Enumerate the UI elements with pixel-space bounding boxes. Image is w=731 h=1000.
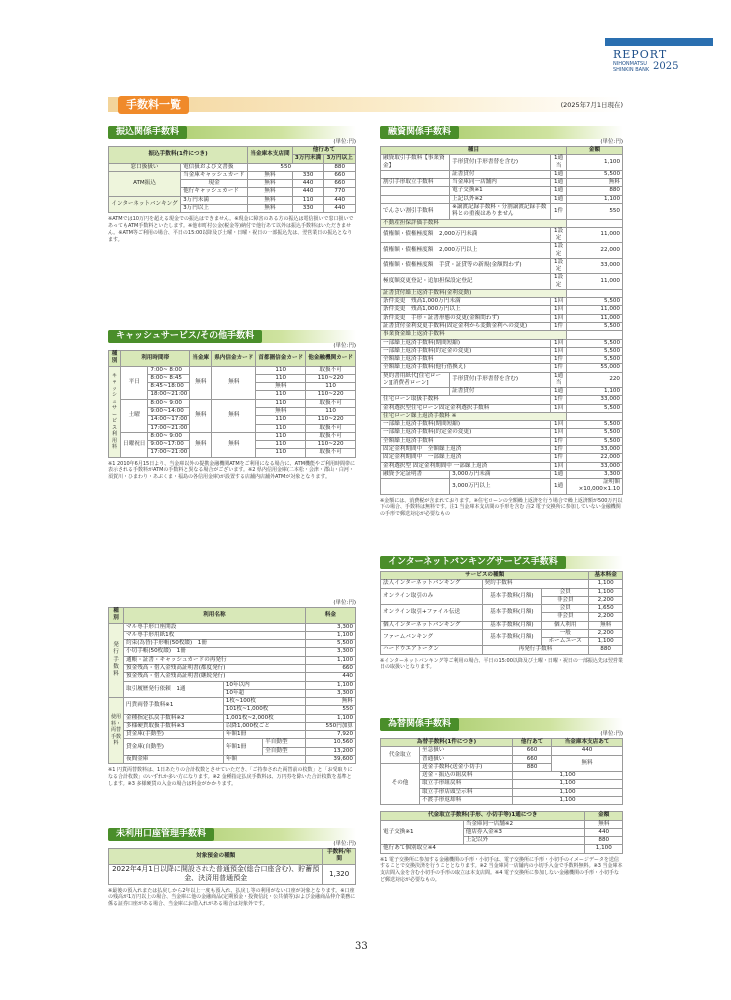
cash-title: キャッシュサービス/その他手数料 [108,330,262,343]
cash-section: キャッシュサービス/その他手数料 (単位:円) 種別 利用時間帯 当金庫 県内信金カード 首都圏信金カード 他金融機関カード キャッシュサービス利用料 平日 7:00~ 8:00 無料 無料 110 取扱不可 8:00~ 8:45 110 110~220 8:45~18:00 無料 110 18:00~21:00 110 110~220 土曜 8:00~ 9:00 無料 無料 110 取扱不可 9:00~14:00 無料 110 14:00~17:00 110 110~220 17:00~21:00 110 取扱不可 日曜祝日 8:00~ 9:00 無料 無料 110 取扱不可 9:00~17:00 110 110~220 17:00~21:00 110 取扱不可 ※1 2010年6月15日より、当金庫以外の提携金融機関ATMをご利用になる場合に、ATM機能やご利用時間帯に表示される手数料がATMの手数料と異なる場合がございます。※2 県内信用金庫(二本松・会津・郡山・白河・須賀川・ひまわり・あぶくま・福島の各信用金庫)が設置する店舗内店舗外ATMが対象となります。 [108,331,356,481]
furikomi-table: 振込手数料(1件につき) 当金庫本支店間 他行あて 3万円未満 3万円以上 窓口扱扱い 電信扱および文書扱 550 880 ATM振込 当金庫キャッシュカード 無料 330 660 現金 無料 440 660 他行キャッシュカード 無料 440 770 インターネットバンキング 3万円未満 無料 110 440 3万円以上 無料 330 440 [108,146,356,213]
inet-section [380,556,623,671]
kawase-section: 為替関係手数料 (単位:円) 為替手数料(1件につき) 他行あて 当金庫本支店あて 代金取立 至急扱い 660 440 普通扱い 660 無料 その他 送金手数料(送金小切手) 880 送金・振込の組戻料 1,100 取立手形組戻料 1,100 取立手形店頭呈示料 1,100 不渡手形返却料 1,100 代金取立手数料(手形、小切手等)1通につき 金額 電子交換※1 当金庫同一店舗※2 無料 他店券入金※3 440 上記以外 880 他行あて個別取立※4 1,100 ※1 電子交換所に参加する金融機関の手形・小切手は、電子交換所に手形・小切手のイメージデータを送信することで交換決済を行うこととなります。※2 当金庫同一店舗内の小切手入金で手数料無料。※3 当金庫本支店間入金を含む小切手の手形の取立は本支店間。※4 電子交換所に参加しない金融機関の手形・小切手など郵送対応が必要なもの。 [380,719,623,883]
cash-notes: ※1 2010年6月15日より、当金庫以外の提携金融機関ATMをご利用になる場合に、ATM機能やご利用時間帯に表示される手数料がATMの手数料と異なる場合がございます。※2 県内信用金庫(二本松・会津・郡山・白河・須賀川・ひまわり・あぶくま・福島の各信用金庫)が設置する店舗内店舗外ATMが対象となります。 [108,460,356,481]
kawase-title: 為替関係手数料 [380,718,459,731]
report-word: REPORT [613,48,668,61]
table-row: 住宅ローン取扱手数料 1件 33,000 [381,396,623,404]
table-row: 融資予定証明書 3,000万円未満 1通 3,300 [381,470,623,478]
report-badge [605,38,713,74]
bank-name: NIHONMATSU SHINKIN BANK [613,61,650,73]
table-row: 一部繰上返済手数料(期間短縮) 1回 5,500 [381,339,623,347]
table-row: 全額繰上返済手数料 1件 5,500 [381,356,623,364]
table-row: 金利選択型 固定金利期間中 一部繰上返済 1回 33,000 [381,462,623,470]
table-row: 電子交換※1 1通 880 [381,187,623,195]
daikin-table: 代金取立手数料(手形、小切手等)1通につき 金額 電子交換※1 当金庫同一店舗※2 無料 他店券入金※3 440 上記以外 880 他行あて個別取立※4 1,100 [380,811,623,853]
yuushi-section: 融資関係手数料 (単位:円) 種目 金額 融資取引手数料【事業資金】 手形貸付(手形書替を含む) 1通当 1,100 証書貸付 1通 5,500 割引手形取立手数料 当金庫同一店舗内 1通 無料 電子交換※1 1通 880 上記以外※2 1通 1,100 でんさい割引手数料 ※譲渡記録手数料・分割譲渡記録手数料との重複はありません 1件 550 不動産担保評価手数料 債権額・債権極度額 2,000万円未満 1設定 11,000 債権額・債権極度額 2,000万円以上 1設定 22,000 債権額・債権極度額 手貸・証貸等の新規(金額問わず) 1設定 33,000 極度額変更登記・追加担保設定登記 1設定 11,000 証書貸付繰上返済手数料(金利変動) 条件変更 残高1,000万円未満 1回 5,500 条件変更 残高1,000万円以上 1回 11,000 条件変更 手形・証書形態の変更(金額問わず) 1回 11,000 証書貸付金利変更手数料(固定金利から変動金利への変更) 1件 5,500 事業資金繰上返済手数料 一部繰上返済手数料(期間短縮) 1回 5,500 一部繰上返済手数料(約定金の変更) 1回 5,500 全額繰上返済手数料 1件 5,500 全額繰上返済手数料(他行借換え) 1件 55,000 契約書用紙代[住宅ローン][消費者ローン] 手形貸付(手形書替を含む) 1通当 220 証書貸付 1通 1,100 住宅ローン取扱手数料 1件 33,000 金利選択型住宅ローン固定金利選択手数料 1回 5,500 住宅ローン繰上返済手数料 ※ 一部繰上返済手数料(期間短縮) 1回 5,500 一部繰上返済手数料(約定金の変更) 1回 5,500 全額繰上返済手数料 1件 5,500 固定金利期間中 全額繰上返済 1件 33,000 固定金利期間中 一部繰上返済 1件 22,000 金利選択型 固定金利期間中 一部繰上返済 1回 33,000 融資予定証明書 3,000万円未満 1通 3,300 3,000万円以上 1通 証明額×10,000×1.10 ※金額には、消費税が含まれております。※住宅ローンの全額繰上返済を行う場合で繰上返済額が500万円以下の場合、手数料は無料です。注1 当金庫本支店間の手形を含む 注2 電子交換所に参加していない金融機関の手形で郵送対応が必要なもの [380,127,623,518]
cash-table: 種別 利用時間帯 当金庫 県内信金カード 首都圏信金カード 他金融機関カード キャッシュサービス利用料 平日 7:00~ 8:00 無料 無料 110 取扱不可 8:00~ 8:45 110 110~220 8:45~18:00 無料 110 18:00~21:00 110 110~220 土曜 8:00~ 9:00 無料 無料 110 取扱不可 9:00~14:00 無料 110 14:00~17:00 110 110~220 17:00~21:00 110 取扱不可 日曜祝日 8:00~ 9:00 無料 無料 110 取扱不可 9:00~17:00 110 110~220 17:00~21:00 110 取扱不可 [108,350,356,457]
yuushi-table: 種目 金額 融資取引手数料【事業資金】 手形貸付(手形書替を含む) 1通当 1,100 証書貸付 1通 5,500 割引手形取立手数料 当金庫同一店舗内 1通 無料 電子交換※1 1通 880 上記以外※2 1通 1,100 でんさい割引手数料 ※譲渡記録手数料・分割譲渡記録手数料との重複はありません 1件 550 不動産担保評価手数料 債権額・債権極度額 2,000万円未満 1設定 11,000 債権額・債権極度額 2,000万円以上 1設定 22,000 債権額・債権極度額 手貸・証貸等の新規(金額問わず) 1設定 33,000 極度額変更登記・追加担保設定登記 1設定 11,000 証書貸付繰上返済手数料(金利変動) 条件変更 残高1,000万円未満 1回 5,500 条件変更 残高1,000万円以上 1回 11,000 条件変更 手形・証書形態の変更(金額問わず) 1回 11,000 証書貸付金利変更手数料(固定金利から変動金利への変更) 1件 5,500 事業資金繰上返済手数料 一部繰上返済手数料(期間短縮) 1回 5,500 一部繰上返済手数料(約定金の変更) 1回 5,500 全額繰上返済手数料 1件 5,500 全額繰上返済手数料(他行借換え) 1件 55,000 契約書用紙代[住宅ローン][消費者ローン] 手形貸付(手形書替を含む) 1通当 220 証書貸付 1通 1,100 住宅ローン取扱手数料 1件 33,000 金利選択型住宅ローン固定金利選択手数料 1回 5,500 住宅ローン繰上返済手数料 ※ 一部繰上返済手数料(期間短縮) 1回 5,500 一部繰上返済手数料(約定金の変更) 1回 5,500 全額繰上返済手数料 1件 5,500 固定金利期間中 全額繰上返済 1件 33,000 固定金利期間中 一部繰上返済 1件 22,000 金利選択型 固定金利期間中 一部繰上返済 1回 33,000 融資予定証明書 3,000万円未満 1通 3,300 3,000万円以上 1通 証明額×10,000×1.10 [380,146,623,494]
table-row: 証書貸付金利変更手数料(固定金利から変動金利への変更) 1件 5,500 [381,322,623,330]
table-row: 一部繰上返済手数料(期間短縮) 1回 5,500 [381,421,623,429]
myouken-notes: ※最後の預入れまたは払戻しから2年以上一度も預入れ、払戻し等の利用がない口座が対象となります。※口座の残高が1万円以上の場合、当金庫に他の金融商品(定期預金・投資信託・公共債等)および金融商品仲介業務に係る証券口座がある場合、当金庫にお借入れがある場合は対象外です。 [108,887,356,908]
yuushi-notes: ※金額には、消費税が含まれております。※住宅ローンの全額繰上返済を行う場合で繰上返済額が500万円以下の場合、手数料は無料です。注1 当金庫本支店間の手形を含む 注2 電子交換所に参加していない金融機関の手形で郵送対応が必要なもの [380,497,623,518]
table-row: 不動産担保評価手数料 [381,219,623,227]
table-row: 住宅ローン繰上返済手数料 ※ [381,412,623,420]
table-row: 融資取引手数料【事業資金】 手形貸付(手形書替を含む) 1通当 1,100 [381,155,623,171]
section-header [108,126,356,139]
table-row: 証書貸付 1通 1,100 [381,388,623,396]
table-row: 条件変更 手形・証書形態の変更(金額問わず) 1回 11,000 [381,314,623,322]
other-fees-section: (単位:円) 種別 利用名称 料金 発行手数料 マル専手形口座開設 3,300 マル専手形用紙1枚 1,100 約束(為替)手形帳(50枚綴) 1冊 5,500 小切手帳(50枚綴) 1冊 3,300 通帳・証書・キャッシュカードの再発行 1,100 預金残高・借入金残高証明書(都度発行) 660 預金残高・借入金残高証明書(継続発行) 440 取引履歴発行依頼 1通 10年以内 1,100 10年超 3,300 使用料・両替手数料 円貨両替手数料※1 1枚~100枚 無料 101枚~1,000枚 550 金種指定払戻手数料※2 1,001枚~2,000枚 1,100 多様硬貨取扱手数料※3 以降1,000枚ごと 550円加算 貸金庫(手動型) 年額1冊 7,920 貸金庫(自動型) 年額1冊 半自動型 10,560 全自動型 13,200 夜間金庫 年額 39,600 ※1 円貨両替数料は、1日あたりの合計枚数とさせていただき、「ご持参された両替前の枚数」と「お受取りになる合計枚数」のいずれか多い方になります。※2 金種指定払戻手数料は、万円券を除いた合計枚数を基準とします。※3 多様硬貨の入金の場合は料金がかかります。 [108,600,356,787]
table-row: でんさい割引手数料 ※譲渡記録手数料・分割譲渡記録手数料との重複はありません 1件 550 [381,204,623,220]
furikomi-title: 振込関係手数料 [108,126,187,139]
as-of-date: (2025年7月1日現在) [560,101,623,109]
furikomi-notes: ※ATMでは10万円を超える現金での振込はできません。※現金に障害のある方の振込は電信扱いで窓口扱いであってもATM手数料といたします。※他市町村公金(税金等)納付で他行あて以外は振込手数料はいただきません。※ATM等ご利用の場合、平日の15:00以降及び土曜・日曜・祝日の一部振込先は、翌営業日の振込となります。 [108,216,354,243]
furikomi-section [108,126,356,243]
table-row: 割引手形取立手数料 当金庫同一店舗内 1通 無料 [381,179,623,187]
inet-table: サービスの種類 基本料金 法人インターネットバンキング 契約手数料 1,100 オンライン取引のみ 基本手数料(月額) 会員 1,100 非会員 2,200 オンライン取引+ファイル伝送 基本手数料(月額) 会員 1,650 非会員 2,200 個人インターネットバンキング 基本手数料(月額) 個人利用 無料 ファームバンキング 基本手数料(月額) 一般 2,200 ホームユース 1,100 ハードウエアトークン 再発行手数料 880 [380,571,623,655]
inet-title: インターネットバンキングサービス手数料 [380,556,566,569]
table-row: 固定金利期間中 全額繰上返済 1件 33,000 [381,445,623,453]
report-year: 2025 [653,61,679,72]
table-row: 条件変更 残高1,000万円以上 1回 11,000 [381,306,623,314]
other-fees-table: 種別 利用名称 料金 発行手数料 マル専手形口座開設 3,300 マル専手形用紙1枚 1,100 約束(為替)手形帳(50枚綴) 1冊 5,500 小切手帳(50枚綴) 1冊 3,300 通帳・証書・キャッシュカードの再発行 1,100 預金残高・借入金残高証明書(都度発行) 660 預金残高・借入金残高証明書(継続発行) 440 取引履歴発行依頼 1通 10年以内 1,100 10年超 3,300 使用料・両替手数料 円貨両替手数料※1 1枚~100枚 無料 101枚~1,000枚 550 金種指定払戻手数料※2 1,001枚~2,000枚 1,100 多様硬貨取扱手数料※3 以降1,000枚ごと 550円加算 貸金庫(手動型) 年額1冊 7,920 貸金庫(自動型) 年額1冊 半自動型 10,560 全自動型 13,200 夜間金庫 年額 39,600 [108,607,356,764]
yuushi-title: 融資関係手数料 [380,126,459,139]
unit-label: (単位:円) [333,139,356,145]
myouken-title: 未利用口座管理手数料 [108,828,214,841]
table-row: 証書貸付繰上返済手数料(金利変動) [381,289,623,297]
page-title: 手数料一覧 [118,96,189,114]
table-row: 上記以外※2 1通 1,100 [381,195,623,203]
kawase-notes: ※1 電子交換所に参加する金融機関の手形・小切手は、電子交換所に手形・小切手のイメージデータを送信することで交換決済を行うこととなります。※2 当金庫同一店舗内の小切手入金で手数料無料。※3 当金庫本支店間入金を含む小切手の手形の取立は本支店間。※4 電子交換所に参加しない金融機関の手形・小切手など郵送対応が必要なもの。 [380,856,623,883]
other-notes: ※1 円貨両替数料は、1日あたりの合計枚数とさせていただき、「ご持参された両替前の枚数」と「お受取りになる合計枚数」のいずれか多い方になります。※2 金種指定払戻手数料は、万円券を除いた合計枚数を基準とします。※3 多様硬貨の入金の場合は料金がかかります。 [108,767,353,787]
table-row: 一部繰上返済手数料(約定金の変更) 1回 5,500 [381,347,623,355]
myouken-table: 対象預金の種類 手数料/年間 2022年4月1日以降に開設された普通預金(総合口座含む)、貯蓄預金、決済用普通預金 1,320 [108,848,356,885]
table-row: 事業資金繰上返済手数料 [381,331,623,339]
table-row: 証書貸付 1通 5,500 [381,170,623,178]
table-row: 契約書用紙代[住宅ローン][消費者ローン] 手形貸付(手形書替を含む) 1通当 220 [381,372,623,388]
table-row: 3,000万円以上 1通 証明額×10,000×1.10 [381,479,623,495]
page-number: 33 [355,941,368,952]
table-row: 極度額変更登記・追加担保設定登記 1設定 11,000 [381,274,623,290]
table-row: 全額繰上返済手数料 1件 5,500 [381,437,623,445]
table-row: 全額繰上返済手数料(他行借換え) 1件 55,000 [381,364,623,372]
myouken-section: 未利用口座管理手数料 (単位:円) 対象預金の種類 手数料/年間 2022年4月1日以降に開設された普通預金(総合口座含む)、貯蓄預金、決済用普通預金 1,320 ※最後の預入れまたは払戻しから2年以上一度も預入れ、払戻し等の利用がない口座が対象となります。※口座の残高が1万円以上の場合、当金庫に他の金融商品(定期預金・投資信託・公共債等)および金融商品仲介業務に係る証券口座がある場合、当金庫にお借入れがある場合は対象外です。 [108,829,356,908]
table-row: 債権額・債権極度額 2,000万円以上 1設定 22,000 [381,243,623,259]
inet-notes: ※インターネットバンキング等ご利用の場合、平日の15:00以降及び土曜・日曜・祝日の一部振込先は翌営業日の取扱いとなります。 [380,657,623,671]
table-row: 債権額・債権極度額 2,000万円未満 1設定 11,000 [381,227,623,243]
table-row: 一部繰上返済手数料(約定金の変更) 1回 5,500 [381,429,623,437]
table-row: 金利選択型住宅ローン固定金利選択手数料 1回 5,500 [381,404,623,412]
kawase-table: 為替手数料(1件につき) 他行あて 当金庫本支店あて 代金取立 至急扱い 660 440 普通扱い 660 無料 その他 送金手数料(送金小切手) 880 送金・振込の組戻料 1,100 取立手形組戻料 1,100 取立手形店頭呈示料 1,100 不渡手形返却料 1,100 [380,738,623,805]
table-row: 条件変更 残高1,000万円未満 1回 5,500 [381,298,623,306]
page-title-bar [108,97,623,112]
table-row: 固定金利期間中 一部繰上返済 1件 22,000 [381,454,623,462]
table-row: 債権額・債権極度額 手貸・証貸等の新規(金額問わず) 1設定 33,000 [381,258,623,274]
